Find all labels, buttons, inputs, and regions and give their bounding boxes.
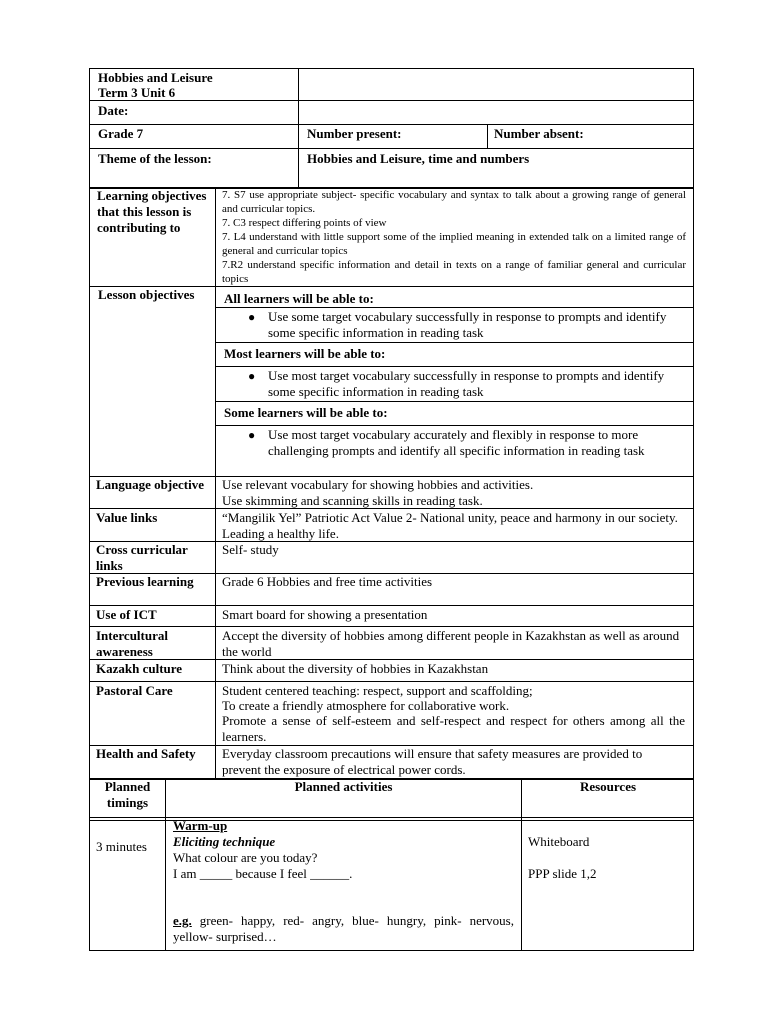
resource-item: Whiteboard	[528, 834, 590, 849]
all-learners-list	[222, 309, 672, 341]
divider	[165, 778, 166, 951]
divider	[215, 425, 694, 426]
language-objective-line: Use relevant vocabulary for showing hobbies and activities.	[222, 477, 534, 492]
value-links-text: “Mangilik Yel” Patriotic Act Value 2- National unity, peace and harmony in our society. Leading a healthy life.	[222, 510, 678, 541]
theme-value: Hobbies and Leisure, time and numbers	[307, 151, 530, 166]
pastoral-care-label: Pastoral Care	[96, 683, 173, 698]
divider	[215, 307, 694, 308]
learning-objective-item: 7. C3 respect differing points of view	[222, 217, 387, 229]
language-objective-label: Language objective	[96, 477, 204, 492]
warmup-sentence: I am _____ because I feel ______.	[173, 866, 353, 881]
value-links-label: Value links	[96, 510, 158, 525]
list-item: ● Use most target vocabulary successfully in response to prompts and identify some specific information in reading task	[248, 368, 665, 399]
learning-objective-item: 7. L4 understand with little support some of the implied meaning in extended talk on a limited range of general and curricular topics	[222, 231, 686, 257]
some-learners-heading: Some learners will be able to:	[224, 405, 388, 420]
some-learners-list	[222, 427, 678, 459]
example-text: green- happy, red- angry, blue- hungry, pink- nervous, yellow- surprised…	[173, 913, 514, 944]
all-learners-heading: All learners will be able to:	[224, 291, 374, 306]
resources-header: Resources	[579, 779, 637, 794]
divider	[89, 148, 694, 149]
theme-label: Theme of the lesson:	[98, 151, 212, 166]
list-item: ● Use most target vocabulary accurately and flexibly in response to more challenging prompts and identify all specific information in reading task	[248, 427, 645, 458]
learning-objectives-label: Learning objectives that this lesson is contributing to	[97, 188, 207, 235]
kazakh-culture-text: Think about the diversity of hobbies in Kazakhstan	[222, 661, 489, 676]
divider	[215, 342, 694, 343]
most-learners-heading: Most learners will be able to:	[224, 346, 386, 361]
lesson-objectives-label: Lesson objectives	[98, 287, 195, 302]
bullet-icon: ●	[248, 428, 256, 442]
timing-value: 3 minutes	[96, 839, 147, 854]
health-safety-label: Health and Safety	[96, 746, 196, 761]
kazakh-culture-label: Kazakh culture	[96, 661, 183, 676]
intercultural-text: Accept the diversity of hobbies among different people in Kazakhstan as well as around the world	[222, 628, 680, 659]
example-label: e.g.	[173, 913, 192, 928]
resource-item: PPP slide 1,2	[528, 866, 597, 881]
pastoral-line: To create a friendly atmosphere for collaborative work.	[222, 698, 510, 713]
warmup-example	[173, 913, 514, 945]
list-item: ● Use some target vocabulary successfully in response to prompts and identify some specific information in reading task	[248, 309, 667, 340]
pastoral-line: Promote a sense of self-esteem and self-respect and respect for others among all the learners.	[222, 713, 685, 744]
divider	[89, 124, 694, 125]
learning-objective-item: 7.R2 understand specific information and detail in texts on a range of familiar general and curricular topics	[222, 259, 686, 285]
number-present-label: Number present:	[307, 126, 402, 141]
ict-label: Use of ICT	[96, 607, 157, 622]
bullet-icon: ●	[248, 369, 256, 383]
divider	[89, 681, 694, 682]
grade-label: Grade 7	[98, 126, 144, 141]
planned-activities-header: Planned activities	[294, 779, 393, 794]
pastoral-line: Student centered teaching: respect, support and scaffolding;	[222, 683, 533, 698]
divider	[215, 187, 216, 780]
term-unit: Term 3 Unit 6	[98, 85, 176, 100]
intercultural-label: Intercultural awareness	[96, 628, 168, 659]
bullet-icon: ●	[248, 310, 256, 324]
divider	[89, 605, 694, 606]
divider	[89, 100, 694, 101]
warmup-heading: Warm-up	[173, 818, 228, 833]
warmup-question: What colour are you today?	[173, 850, 318, 865]
unit-title: Hobbies and Leisure	[98, 70, 213, 85]
number-absent-label: Number absent:	[494, 126, 584, 141]
most-learners-list	[222, 368, 672, 400]
divider	[89, 626, 694, 627]
planned-timings-header: Planned timings	[104, 779, 151, 810]
cross-curricular-label: Cross curricular links	[96, 542, 188, 573]
divider	[298, 68, 299, 189]
divider	[521, 778, 522, 951]
technique-label: Eliciting technique	[173, 834, 276, 849]
divider	[215, 401, 694, 402]
divider	[487, 124, 488, 149]
cross-curricular-text: Self- study	[222, 542, 279, 557]
language-objective-line: Use skimming and scanning skills in reading task.	[222, 493, 483, 508]
previous-learning-text: Grade 6 Hobbies and free time activities	[222, 574, 433, 589]
learning-objective-item: 7. S7 use appropriate subject- specific vocabulary and syntax to talk about a growing range of general and curricular topics.	[222, 189, 686, 215]
ict-text: Smart board for showing a presentation	[222, 607, 428, 622]
date-label: Date:	[98, 103, 129, 118]
health-safety-text: Everyday classroom precautions will ensure that safety measures are provided to prevent the exposure of electrical power cords.	[222, 746, 643, 777]
divider	[215, 366, 694, 367]
previous-learning-label: Previous learning	[96, 574, 194, 589]
